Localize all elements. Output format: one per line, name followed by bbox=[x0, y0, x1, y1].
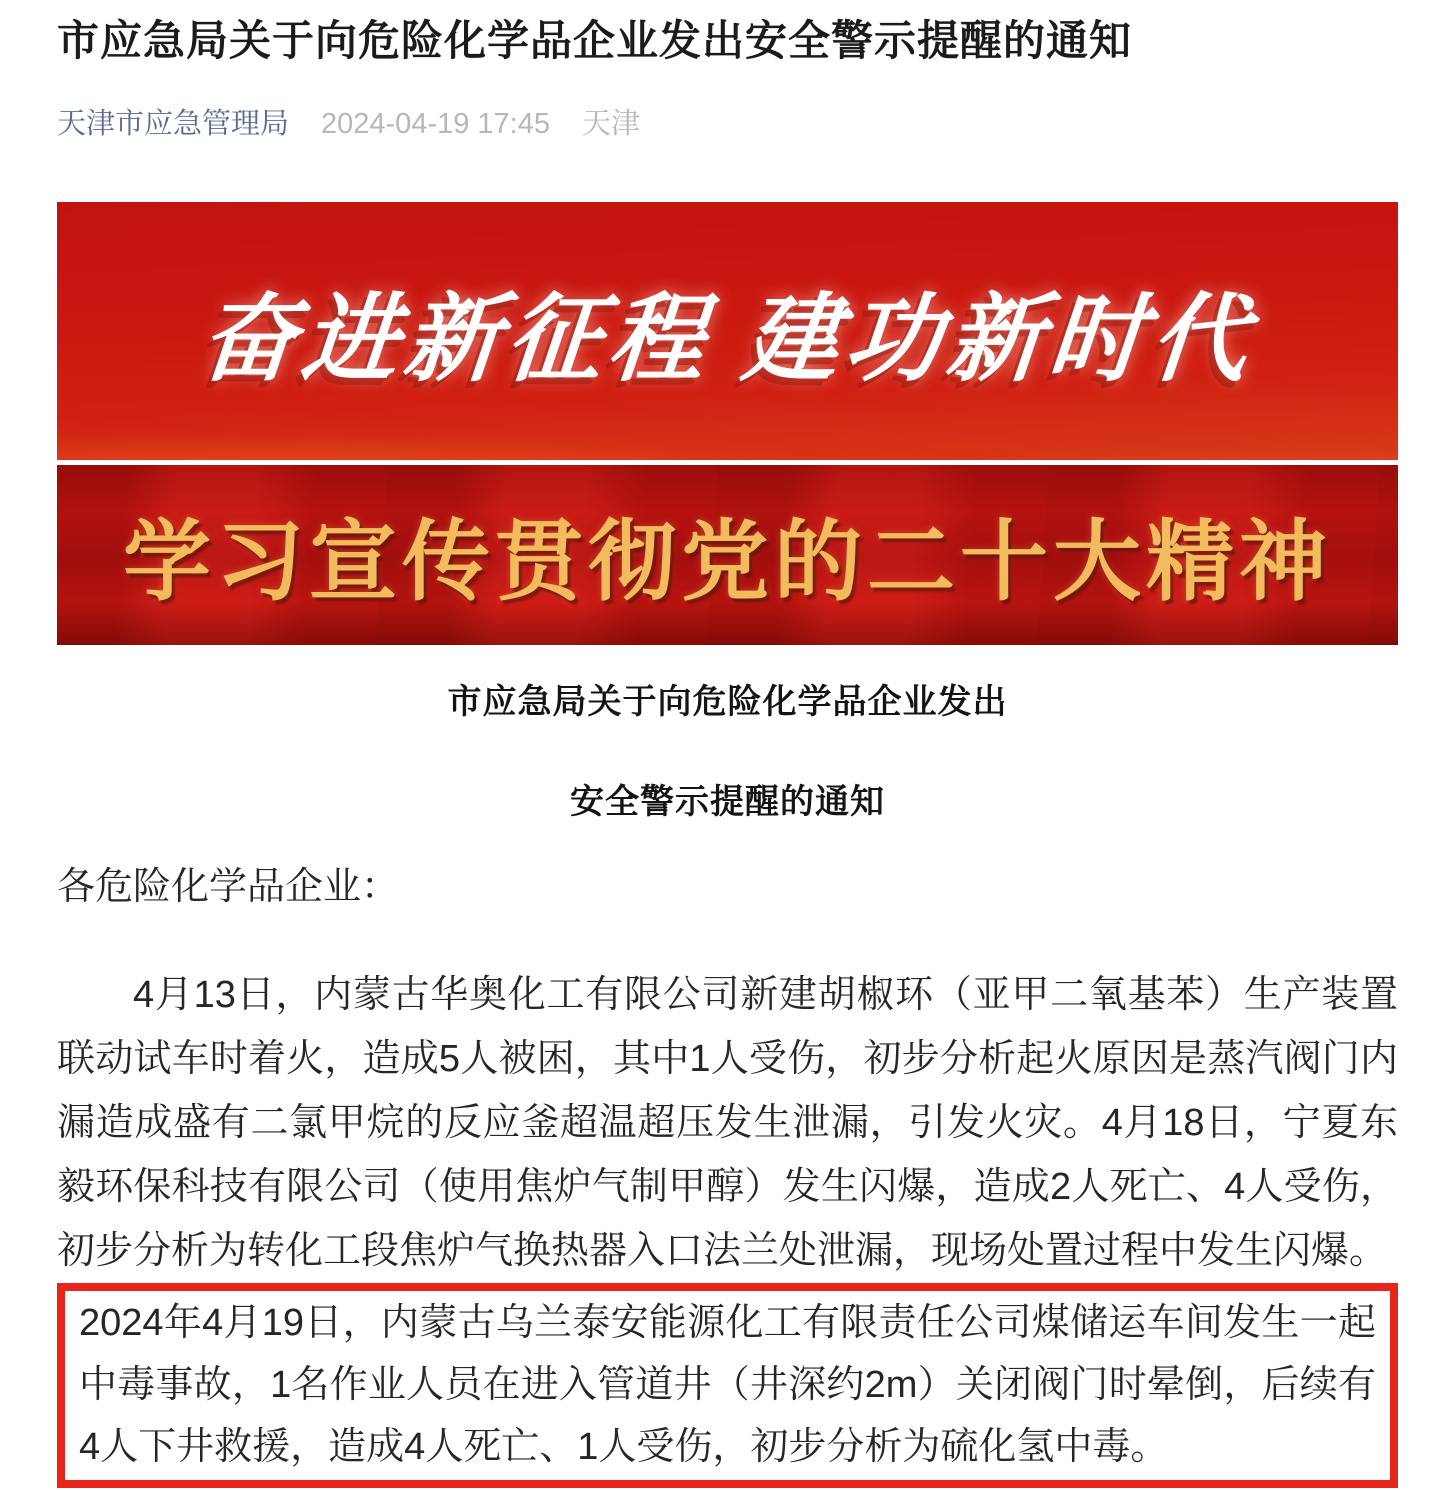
highlighted-paragraph: 2024年4月19日，内蒙古乌兰泰安能源化工有限责任公司煤储运车间发生一起中毒事故，1名作业人员在进入管道井（井深约2m）关闭阀门时晕倒，后续有4人下井救援，造成4人死亡、1人受伤，初步分析为硫化氢中毒。 bbox=[79, 1302, 1376, 1468]
salutation: 各危险化学品企业： bbox=[57, 866, 400, 908]
article-heading-line2: 安全警示提醒的通知 bbox=[570, 783, 885, 821]
article-heading-line1: 市应急局关于向危险化学品企业发出 bbox=[447, 683, 1008, 721]
page-title: 市应急局关于向危险化学品企业发出安全警示提醒的通知 bbox=[57, 17, 1133, 64]
banner-image[interactable] bbox=[57, 202, 1398, 645]
publish-location: 天津 bbox=[582, 108, 641, 140]
banner-bottom-image[interactable] bbox=[57, 465, 1398, 645]
banner-slogan-top: 奋进新征程 建功新时代 bbox=[195, 285, 1258, 393]
byline-source-link[interactable]: 天津市应急管理局 bbox=[57, 108, 290, 140]
banner-slogan-bottom: 学习宣传贯彻党的二十大精神 bbox=[122, 515, 1332, 612]
publish-datetime: 2024-04-19 17:45 bbox=[321, 108, 550, 140]
byline bbox=[57, 106, 1398, 142]
banner-top-image[interactable] bbox=[57, 202, 1398, 460]
highlight-box bbox=[57, 1283, 1398, 1488]
body-paragraph: 4月13日，内蒙古华奥化工有限公司新建胡椒环（亚甲二氧基苯）生产装置联动试车时着火，造成5人被困，其中1人受伤，初步分析起火原因是蒸汽阀门内漏造成盛有二氯甲烷的反应釜超温超压发生泄漏，引发火灾。4月18日，宁夏东毅环保科技有限公司（使用焦炉气制甲醇）发生闪爆，造成2人死亡、4人受伤，初步分析为转化工段焦炉气换热器入口法兰处泄漏，现场处置过程中发生闪爆。 bbox=[57, 974, 1398, 1272]
